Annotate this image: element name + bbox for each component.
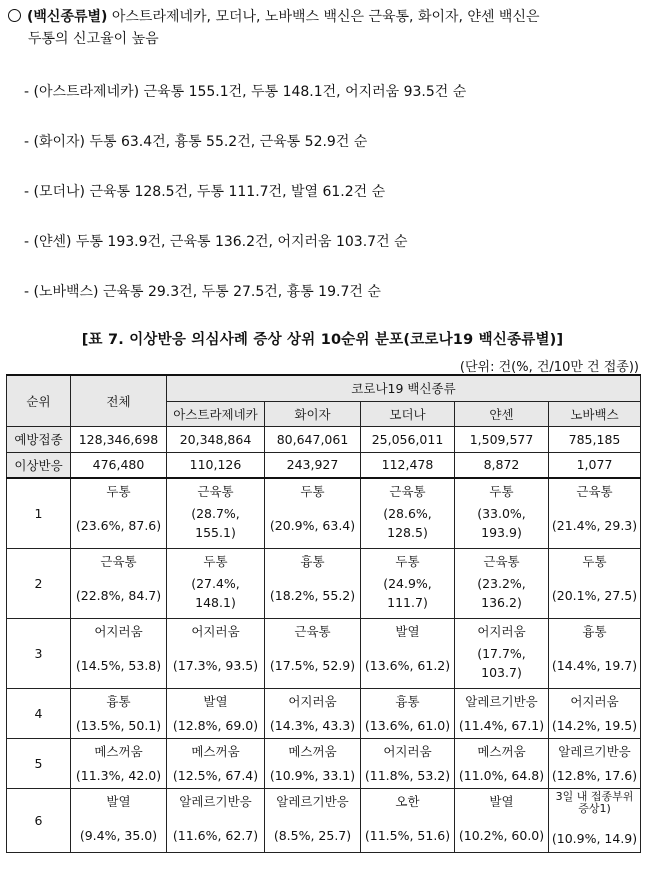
- header-rank: 순위: [7, 375, 71, 426]
- symptom-cell: [71, 688, 167, 738]
- symptom-cell: [549, 548, 641, 618]
- symptom-name: 근육통: [576, 484, 613, 499]
- table-title: [표 7. 이상반응 의심사례 증상 상위 10순위 분포(코로나19 백신종류별)]: [81, 332, 564, 348]
- symptom-rate: (10.9%, 14.9): [551, 830, 638, 846]
- symptom-name: 알레르기반응: [465, 693, 538, 709]
- symptom-name: 어지러움: [570, 693, 619, 709]
- symptom-name: 근육통: [294, 623, 331, 639]
- symptom-rate: (9.4%, 35.0): [79, 827, 158, 843]
- symptom-name: 발열: [395, 623, 420, 639]
- row-label-adverse-events: 이상반응: [7, 452, 71, 478]
- rank-cell: 3: [7, 618, 71, 688]
- symptom-rate: (13.6%, 61.2): [364, 657, 451, 673]
- table-cell: 1,077: [549, 452, 641, 478]
- table-row: [7, 478, 641, 548]
- row-label-vaccinations: 예방접종: [7, 426, 71, 452]
- symptom-cell: [71, 788, 167, 852]
- symptom-rate: (23.2%,: [477, 575, 526, 591]
- table-row: [7, 738, 641, 788]
- symptom-rate: (33.0%,: [477, 506, 526, 521]
- symptom-cell: [265, 688, 361, 738]
- symptom-rate: (28.7%,: [191, 506, 240, 521]
- symptom-cell: [361, 478, 455, 548]
- rank-cell: 4: [7, 688, 71, 738]
- table-cell: 476,480: [71, 452, 167, 478]
- symptom-cell: [71, 618, 167, 688]
- symptom-rate: (20.1%, 27.5): [551, 587, 638, 603]
- symptom-cell: [265, 738, 361, 788]
- symptom-rate: (28.6%,: [383, 506, 432, 521]
- symptom-name: 메스꺼움: [94, 743, 143, 759]
- bullet-novavax: - (노바백스) 근육통 29.3건, 두통 27.5건, 흉통 19.7건 순: [24, 284, 381, 300]
- symptom-rate: (24.9%,: [383, 575, 432, 591]
- symptom-name: 근육통: [197, 484, 234, 499]
- symptom-cell: [265, 478, 361, 548]
- symptom-cell: [455, 688, 549, 738]
- symptom-cell: [265, 548, 361, 618]
- symptom-cell: [167, 788, 265, 852]
- symptom-name: 발열: [489, 793, 514, 809]
- summary-lead-text-2: 두통의 신고율이 높음: [28, 31, 159, 47]
- symptom-cell: [167, 738, 265, 788]
- table-cell: 80,647,061: [265, 426, 361, 452]
- symptom-name: 어지러움: [94, 623, 143, 639]
- table-cell: 112,478: [361, 452, 455, 478]
- symptom-name: 어지러움: [191, 623, 240, 639]
- header-pfizer: 화이자: [265, 401, 361, 426]
- symptom-cell: [361, 738, 455, 788]
- rank-cell: 1: [7, 478, 71, 548]
- symptom-rate: (18.2%, 55.2): [269, 587, 356, 603]
- symptom-rate: (11.0%, 64.8): [458, 767, 545, 783]
- symptom-cell: [71, 478, 167, 548]
- symptom-cell: [361, 788, 455, 852]
- summary-section: [8, 6, 640, 50]
- symptom-name: 오한: [395, 793, 420, 809]
- header-total: 전체: [71, 375, 167, 426]
- symptom-rate: (17.5%, 52.9): [269, 657, 356, 673]
- symptom-rate-cont: 148.1): [195, 594, 236, 610]
- symptom-rate: (27.4%,: [191, 575, 240, 591]
- symptom-cell: [455, 478, 549, 548]
- symptom-cell: [361, 618, 455, 688]
- symptom-rate-cont: 136.2): [481, 594, 522, 610]
- symptom-cell: [549, 618, 641, 688]
- symptom-name: 알레르기반응: [558, 743, 631, 759]
- symptom-cell: [167, 618, 265, 688]
- symptom-cell: [549, 738, 641, 788]
- symptom-rate: (21.4%, 29.3): [551, 518, 638, 533]
- symptom-rate: (17.7%,: [477, 645, 526, 661]
- symptom-name: 알레르기반응: [179, 793, 252, 809]
- symptom-name: 메스꺼움: [191, 743, 240, 759]
- bullet-moderna: - (모더나) 근육통 128.5건, 두통 111.7건, 발열 61.2건 순: [24, 184, 386, 200]
- symptom-rate: (14.5%, 53.8): [75, 657, 162, 673]
- symptom-rate: (13.5%, 50.1): [75, 717, 162, 733]
- symptom-name: 흉통: [395, 693, 420, 709]
- symptom-name: 흉통: [106, 693, 131, 709]
- symptom-rate: (14.2%, 19.5): [551, 717, 638, 733]
- symptom-name: 두통: [582, 553, 607, 569]
- symptom-table: [6, 374, 641, 853]
- symptom-rate: (13.6%, 61.0): [364, 717, 451, 733]
- table-cell: 128,346,698: [71, 426, 167, 452]
- header-astrazeneca: 아스트라제네카: [167, 401, 265, 426]
- symptom-rate-cont: 103.7): [481, 664, 522, 680]
- table-row: [7, 688, 641, 738]
- symptom-name: 메스꺼움: [288, 743, 337, 759]
- rank-cell: 2: [7, 548, 71, 618]
- symptom-name: 두통: [300, 484, 325, 499]
- table-cell: 785,185: [549, 426, 641, 452]
- symptom-name: 흉통: [300, 553, 325, 569]
- symptom-rate: (12.8%, 17.6): [551, 767, 638, 783]
- symptom-rate: (12.5%, 67.4): [172, 767, 259, 783]
- header-vaccine-group: 코로나19 백신종류: [167, 375, 641, 401]
- table-row-vaccinations: [7, 426, 641, 452]
- symptom-name: 메스꺼움: [477, 743, 526, 759]
- symptom-rate: (8.5%, 25.7): [273, 827, 352, 843]
- symptom-rate: (11.3%, 42.0): [75, 767, 162, 783]
- symptom-rate-cont: 111.7): [387, 594, 428, 610]
- symptom-name: 어지러움: [288, 693, 337, 709]
- table-cell: 243,927: [265, 452, 361, 478]
- symptom-rate: (11.4%, 67.1): [458, 717, 545, 733]
- circle-bullet-icon: [8, 9, 21, 22]
- symptom-name: 흉통: [582, 623, 607, 639]
- symptom-rate: (14.4%, 19.7): [551, 657, 638, 673]
- symptom-name: 근육통: [389, 484, 426, 499]
- summary-lead: [8, 6, 640, 28]
- symptom-cell: [455, 788, 549, 852]
- symptom-rate: (11.5%, 51.6): [364, 827, 451, 843]
- header-moderna: 모더나: [361, 401, 455, 426]
- bullet-janssen: - (얀센) 두통 193.9건, 근육통 136.2건, 어지러움 103.7건 순: [24, 234, 408, 250]
- symptom-rate: (23.6%, 87.6): [75, 518, 162, 533]
- symptom-rate: (12.8%, 69.0): [172, 717, 259, 733]
- table-cell: 1,509,577: [455, 426, 549, 452]
- symptom-name: 어지러움: [383, 743, 432, 759]
- symptom-rate: (20.9%, 63.4): [269, 518, 356, 533]
- symptom-name: 두통: [395, 553, 420, 569]
- header-janssen: 얀센: [455, 401, 549, 426]
- symptom-rate-cont: 128.5): [387, 525, 428, 540]
- symptom-cell: [549, 478, 641, 548]
- rank-cell: 6: [7, 788, 71, 852]
- table-row: [7, 788, 641, 852]
- symptom-cell: [549, 788, 641, 852]
- symptom-rate-cont: 155.1): [195, 525, 236, 540]
- symptom-name: 두통: [489, 484, 514, 499]
- symptom-cell: [455, 548, 549, 618]
- table-row: [7, 548, 641, 618]
- symptom-cell: [265, 618, 361, 688]
- symptom-cell: [167, 548, 265, 618]
- rank-cell: 5: [7, 738, 71, 788]
- table-row: [7, 618, 641, 688]
- symptom-rate: (14.3%, 43.3): [269, 717, 356, 733]
- symptom-name: 두통: [106, 484, 131, 499]
- symptom-name: 근육통: [483, 553, 520, 569]
- symptom-name: 알레르기반응: [276, 793, 349, 809]
- symptom-rate-cont: 193.9): [481, 525, 522, 540]
- symptom-name: 두통: [203, 553, 228, 569]
- symptom-name: 3일 내 접종부위 증상1): [555, 789, 634, 815]
- bullet-pfizer: - (화이자) 두통 63.4건, 흉통 55.2건, 근육통 52.9건 순: [24, 134, 368, 150]
- symptom-name: 어지러움: [477, 623, 526, 639]
- symptom-cell: [167, 478, 265, 548]
- symptom-cell: [361, 548, 455, 618]
- table-row-adverse-events: [7, 452, 641, 478]
- bullet-astrazeneca: - (아스트라제네카) 근육통 155.1건, 두통 148.1건, 어지러움 93.5건 순: [24, 84, 467, 100]
- symptom-cell: [265, 788, 361, 852]
- symptom-cell: [549, 688, 641, 738]
- symptom-cell: [167, 688, 265, 738]
- symptom-cell: [361, 688, 455, 738]
- symptom-rate: (22.8%, 84.7): [75, 587, 162, 603]
- table-cell: 20,348,864: [167, 426, 265, 452]
- symptom-rate: (10.2%, 60.0): [458, 827, 545, 843]
- summary-heading: (백신종류별): [27, 9, 108, 25]
- table-unit: (단위: 건(%, 건/10만 건 접종)): [459, 360, 639, 375]
- summary-lead-text: 아스트라제네카, 모더나, 노바백스 백신은 근육통, 화이자, 얀센 백신은: [111, 9, 540, 25]
- symptom-cell: [71, 738, 167, 788]
- table-cell: 25,056,011: [361, 426, 455, 452]
- table-cell: 110,126: [167, 452, 265, 478]
- symptom-name: 근육통: [100, 553, 137, 569]
- symptom-cell: [455, 618, 549, 688]
- symptom-cell: [455, 738, 549, 788]
- symptom-rate: (11.8%, 53.2): [364, 767, 451, 783]
- symptom-rate: (11.6%, 62.7): [172, 827, 259, 843]
- symptom-name: 발열: [203, 693, 228, 709]
- symptom-rate: (10.9%, 33.1): [269, 767, 356, 783]
- table-cell: 8,872: [455, 452, 549, 478]
- symptom-name: 발열: [106, 793, 131, 809]
- symptom-cell: [71, 548, 167, 618]
- header-novavax: 노바백스: [549, 401, 641, 426]
- symptom-rate: (17.3%, 93.5): [172, 657, 259, 673]
